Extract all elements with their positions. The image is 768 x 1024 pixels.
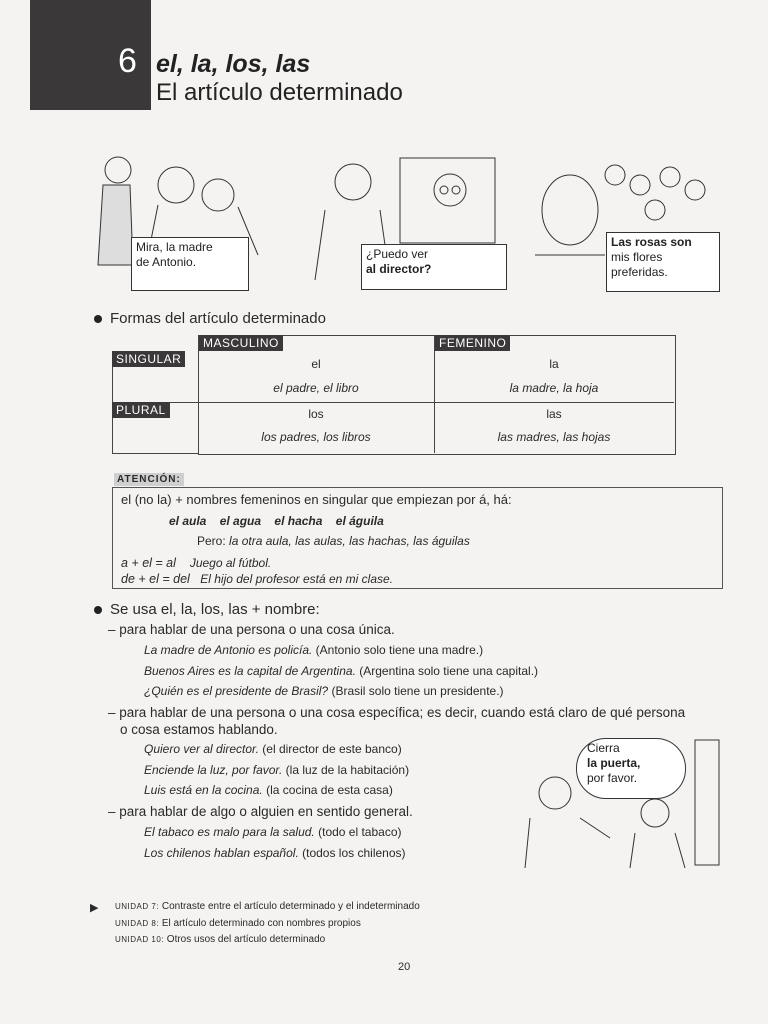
bubble-line: preferidas. (611, 265, 668, 279)
forms-heading-text: Formas del artículo determinado (110, 310, 326, 327)
plur-masc: los (308, 407, 324, 421)
plur-fem: las (546, 407, 562, 421)
example-note: (Argentina solo tiene una capital.) (359, 664, 539, 678)
crossref-text: Contraste entre el artículo determinado y el indeterminado (161, 901, 420, 912)
example-row (144, 783, 393, 797)
contraction-rule: a + el = al (121, 556, 176, 570)
crossref-item[interactable] (115, 901, 420, 912)
example-text: Luis está en la cocina. (144, 783, 263, 797)
atencion-example: el águila (335, 514, 384, 528)
contraction-rule: de + el = del (121, 572, 190, 586)
bubble-line: de Antonio. (136, 255, 197, 269)
bubble-line: mis flores (611, 250, 663, 264)
usage-heading (94, 601, 320, 618)
atencion-pero (197, 534, 470, 548)
arrow-icon: ▶ (90, 902, 99, 914)
example-note: (todos los chilenos) (302, 846, 406, 860)
usage-section-2: – para hablar de una persona o una cosa específica; es decir, cuando está claro de qué persona (108, 705, 686, 720)
speech-bubble-director (361, 244, 507, 290)
crossref-unit: UNIDAD 10: (115, 935, 165, 944)
plur-masc-example: los padres, los libros (261, 430, 371, 444)
example-row (144, 664, 538, 678)
example-note: (el director de este banco) (262, 742, 402, 756)
atencion-examples (169, 514, 384, 528)
col-masculino: MASCULINO (199, 335, 283, 351)
usage-section-3: – para hablar de algo o alguien en sentido general. (108, 804, 413, 819)
example-row (144, 742, 402, 756)
example-row (144, 825, 402, 839)
example-text: ¿Quién es el presidente de Brasil? (144, 684, 329, 698)
sing-masc: el (311, 357, 321, 371)
example-note: (la luz de la habitación) (285, 763, 410, 777)
usage-section-1: – para hablar de una persona o una cosa única. (108, 622, 395, 637)
speech-bubble-roses (606, 232, 720, 292)
crossref-item[interactable] (115, 918, 361, 929)
atencion-example: el aula (169, 514, 207, 528)
example-note: (la cocina de esta casa) (266, 783, 393, 797)
sing-masc-example: el padre, el libro (273, 381, 359, 395)
bubble-line: por favor. (587, 771, 638, 785)
crossref-text: El artículo determinado con nombres propios (161, 918, 361, 929)
bubble-line: Mira, la madre (136, 240, 213, 254)
example-text: Los chilenos hablan español. (144, 846, 299, 860)
example-text: Enciende la luz, por favor. (144, 763, 283, 777)
example-row (144, 846, 406, 860)
example-text: Quiero ver al director. (144, 742, 259, 756)
forms-table (112, 335, 676, 455)
atencion-example: el hacha (274, 514, 323, 528)
usage-heading-text: Se usa el, la, los, las + nombre: (110, 601, 320, 618)
contraction-example: El hijo del profesor está en mi clase. (200, 572, 393, 586)
atencion-rule: el (no la) + nombres femeninos en singular que empiezan por á, há: (121, 492, 512, 507)
bubble-line: ¿Puedo ver (366, 247, 429, 261)
bubble-line: Las rosas son (611, 235, 692, 249)
contraction-del (121, 572, 393, 586)
bullet-icon (94, 606, 102, 614)
sing-fem-example: la madre, la hoja (509, 381, 599, 395)
example-text: La madre de Antonio es policía. (144, 643, 313, 657)
bubble-line: al director? (366, 262, 432, 276)
bullet-icon (94, 315, 102, 323)
example-text: El tabaco es malo para la salud. (144, 825, 315, 839)
crossref-text: Otros usos del artículo determinado (166, 934, 326, 945)
page-number: 20 (398, 961, 411, 973)
crossref-unit: UNIDAD 8: (115, 919, 160, 928)
crossref-item[interactable] (115, 934, 325, 945)
contraction-al (121, 556, 271, 570)
chapter-number: 6 (118, 42, 137, 80)
page-subtitle: El artículo determinado (156, 79, 403, 106)
sing-fem: la (549, 357, 559, 371)
page-title: el, la, los, las (156, 50, 311, 78)
example-note: (Brasil solo tiene un presidente.) (331, 684, 504, 698)
atencion-example: el agua (219, 514, 262, 528)
forms-heading (94, 310, 326, 327)
contraction-example: Juego al fútbol. (189, 556, 272, 570)
example-row (144, 763, 409, 777)
bubble-line: la puerta, (587, 756, 641, 770)
usage-section-2-cont: o cosa estamos hablando. (120, 722, 278, 737)
example-row (144, 643, 483, 657)
plur-fem-example: las madres, las hojas (497, 430, 611, 444)
speech-bubble-mother (131, 237, 249, 291)
atencion-box (112, 487, 723, 589)
example-note: (Antonio solo tiene una madre.) (315, 643, 484, 657)
speech-bubble-door (576, 738, 686, 799)
row-plural: PLURAL (112, 402, 170, 418)
example-row (144, 684, 504, 698)
crossref-unit: UNIDAD 7: (115, 902, 160, 911)
bubble-line: Cierra (587, 741, 620, 755)
example-text: Buenos Aires es la capital de Argentina. (144, 664, 356, 678)
pero-text: la otra aula, las aulas, las hachas, las águilas (229, 534, 470, 548)
col-femenino: FEMENINO (435, 335, 510, 351)
example-note: (todo el tabaco) (318, 825, 402, 839)
pero-label: Pero: (197, 534, 226, 548)
atencion-label: ATENCIÓN: (114, 473, 184, 486)
row-singular: SINGULAR (112, 351, 185, 367)
